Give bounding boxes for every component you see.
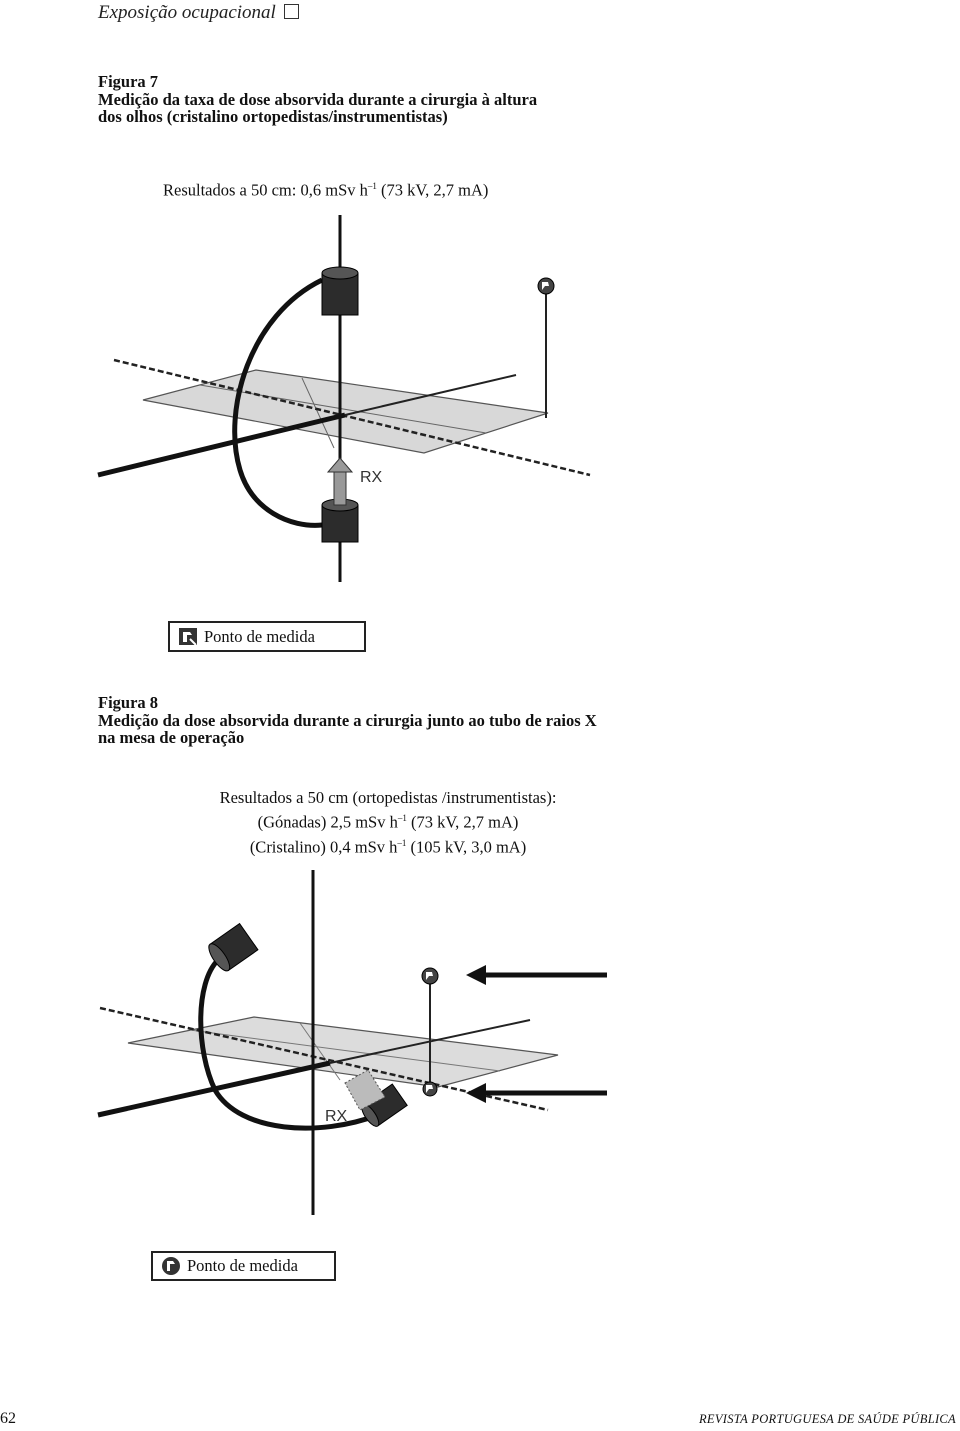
figure-7-result-conditions: (73 kV, 2,7 mA) bbox=[376, 180, 489, 200]
figure-8-legend-label: Ponto de medida bbox=[187, 1256, 298, 1275]
figure-8-result-lens-conditions: (105 kV, 3,0 mA) bbox=[406, 837, 527, 856]
figure-8-result-gonads: (Gónadas) 2,5 mSv h bbox=[257, 812, 398, 832]
axis-line-y bbox=[98, 415, 345, 475]
header-square-icon bbox=[284, 4, 299, 19]
figure-8-label: Figura 8 bbox=[98, 693, 159, 712]
rx-beam-arrow bbox=[328, 458, 352, 505]
figure-7-caption-line-2: dos olhos (cristalino ortopedistas/instrumentistas) bbox=[98, 107, 448, 126]
image-intensifier-icon bbox=[322, 267, 358, 315]
figure-7-caption-line-1: Medição da taxa de dose absorvida durante a cirurgia à altura bbox=[98, 89, 538, 109]
running-title: Exposição ocupacional bbox=[98, 2, 276, 23]
figure-7-legend-label: Ponto de medida bbox=[204, 626, 315, 646]
figure-8-result-line-3 bbox=[98, 833, 678, 858]
lens-indicator-arrow bbox=[466, 965, 607, 985]
figure-8-caption-line-1: Medição da dose absorvida durante a cirurgia junto ao tubo de raios X bbox=[98, 710, 597, 730]
figure-8-result-line-1: Resultados a 50 cm (ortopedistas /instrumentistas): bbox=[219, 788, 557, 807]
running-header bbox=[98, 2, 299, 24]
figure-7-rx-label: RX bbox=[360, 469, 383, 486]
figure-8-rx-label: RX bbox=[325, 1108, 348, 1125]
page-number: 62 bbox=[0, 1410, 16, 1427]
figure-8-caption bbox=[98, 694, 678, 747]
figure-7-label: Figura 7 bbox=[98, 72, 159, 91]
figure-8-diagram bbox=[0, 865, 960, 1225]
figure-7-legend bbox=[168, 621, 366, 652]
figure-7-caption bbox=[98, 73, 638, 126]
journal-name: REVISTA PORTUGUESA DE SAÚDE PÚBLICA bbox=[698, 1412, 956, 1426]
figure-8-result-gonads-conditions: (73 kV, 2,7 mA) bbox=[406, 812, 519, 832]
figure-8-result-lens-exponent: –1 bbox=[397, 837, 407, 848]
measurement-point-icon bbox=[422, 968, 438, 984]
figure-8-result-line-2 bbox=[98, 808, 678, 833]
figure-8-legend bbox=[151, 1251, 336, 1281]
figure-8-caption-line-2: na mesa de operação bbox=[98, 728, 245, 747]
figure-7-diagram bbox=[0, 210, 960, 590]
measurement-point-icon bbox=[161, 1256, 183, 1276]
measurement-point-icon bbox=[423, 1082, 437, 1096]
figure-7-result bbox=[98, 176, 638, 201]
figure-7-result-exponent: –1 bbox=[367, 181, 377, 191]
measurement-point-icon bbox=[178, 627, 200, 647]
measurement-point-icon bbox=[538, 278, 554, 294]
figure-7-result-text: Resultados a 50 cm: 0,6 mSv h bbox=[163, 180, 368, 200]
figure-8-result-gonads-exponent: –1 bbox=[397, 813, 407, 823]
gonads-indicator-arrow bbox=[466, 1083, 607, 1103]
figure-8-result-lens: (Cristalino) 0,4 mSv h bbox=[249, 837, 398, 856]
figure-8-results bbox=[98, 787, 678, 857]
